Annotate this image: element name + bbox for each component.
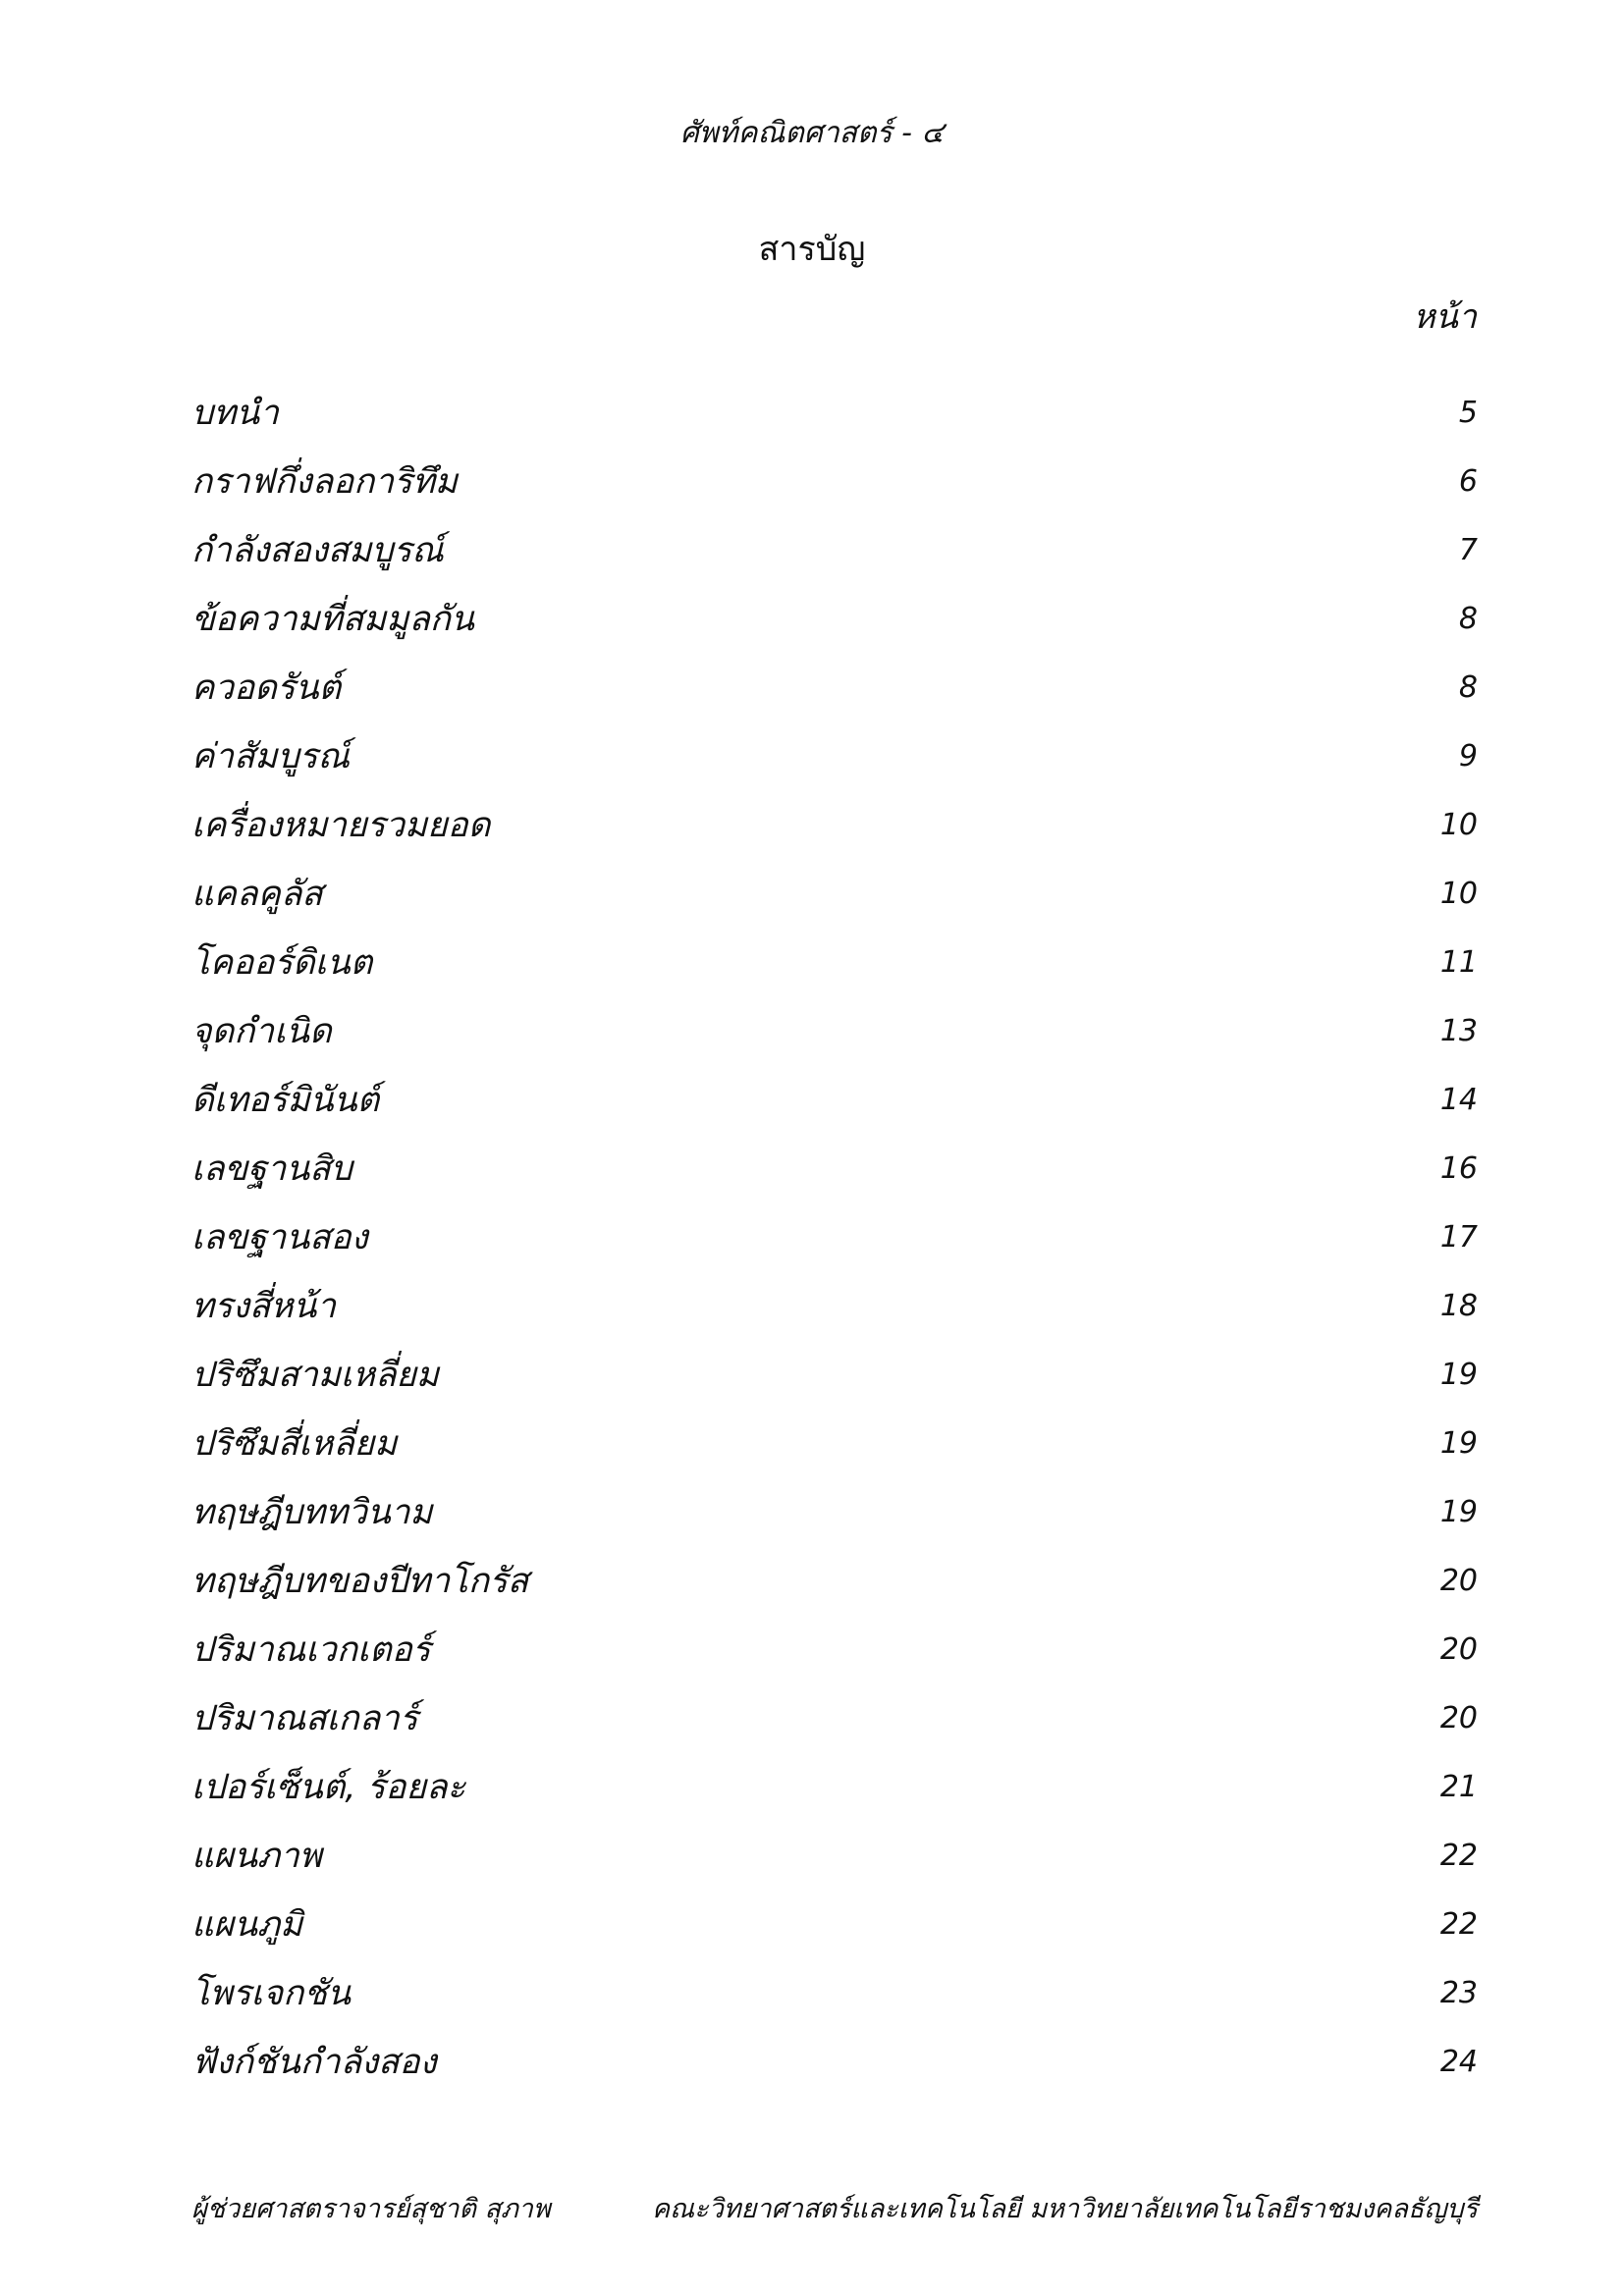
toc-entry-label: ปริมาณเวกเตอร์ — [191, 1629, 431, 1670]
toc-entry-page: 23 — [1439, 1975, 1478, 2010]
toc-entry — [191, 1340, 1478, 1409]
toc-entry-page: 8 — [1458, 669, 1478, 705]
toc-entry-label: ทฤษฎีบทของปีทาโกรัส — [191, 1561, 529, 1601]
toc-entry-label: ปริซึมสี่เหลี่ยม — [191, 1423, 398, 1464]
toc-entry — [191, 996, 1478, 1065]
page-footer — [191, 2187, 1478, 2229]
toc-entry — [191, 1683, 1478, 1752]
toc-entry-page: 11 — [1439, 944, 1478, 980]
toc-entry — [191, 1202, 1478, 1271]
toc-entry — [191, 515, 1478, 584]
toc-entry-label: ค่าสัมบูรณ์ — [191, 736, 350, 776]
toc-entry — [191, 653, 1478, 721]
toc-entry — [191, 1752, 1478, 1821]
toc-entry-label: จุดกำเนิด — [191, 1011, 332, 1051]
toc-entry — [191, 859, 1478, 928]
toc-entry-label: เครื่องหมายรวมยอด — [191, 805, 491, 845]
toc-entry-label: แผนภูมิ — [191, 1904, 303, 1945]
toc-entry-page: 19 — [1439, 1357, 1478, 1392]
toc-entry-label: ปริมาณสเกลาร์ — [191, 1698, 418, 1738]
toc-entry-label: ทรงสี่หน้า — [191, 1286, 336, 1326]
toc-entry-page: 17 — [1439, 1219, 1478, 1255]
toc-entry-page: 20 — [1439, 1700, 1478, 1735]
toc-entry — [191, 1271, 1478, 1340]
toc-entry-page: 13 — [1439, 1013, 1478, 1048]
table-of-contents — [191, 378, 1478, 2096]
toc-entry — [191, 584, 1478, 653]
footer-affiliation: คณะวิทยาศาสตร์และเทคโนโลยี มหาวิทยาลัยเทคโนโลยีราชมงคลธัญบุรี — [652, 2194, 1478, 2224]
toc-entry — [191, 447, 1478, 515]
toc-entry — [191, 1409, 1478, 1477]
toc-entry-label: โคออร์ดิเนต — [191, 942, 373, 983]
toc-entry — [191, 721, 1478, 790]
toc-entry-page: 24 — [1439, 2044, 1478, 2079]
footer-author: ผู้ช่วยศาสตราจารย์สุชาติ สุภาพ — [191, 2194, 551, 2224]
toc-entry-label: บทนำ — [191, 393, 279, 433]
toc-entry-label: เลขฐานสิบ — [191, 1148, 352, 1189]
toc-entry-page: 16 — [1439, 1150, 1478, 1186]
toc-entry-label: ทฤษฎีบททวินาม — [191, 1492, 433, 1532]
toc-entry-label: ดีเทอร์มินันต์ — [191, 1080, 380, 1120]
toc-entry-label: กราฟกึ่งลอการิทึม — [191, 461, 458, 502]
toc-entry — [191, 1065, 1478, 1134]
toc-entry-page: 10 — [1439, 807, 1478, 842]
toc-entry-page: 8 — [1458, 601, 1478, 636]
toc-entry-page: 22 — [1439, 1906, 1478, 1942]
toc-entry — [191, 378, 1478, 447]
toc-entry-label: แผนภาพ — [191, 1836, 322, 1876]
running-header: ศัพท์คณิตศาสตร์ - ๔ — [679, 116, 945, 150]
toc-entry-page: 22 — [1439, 1838, 1478, 1873]
toc-entry-label: เลขฐานสอง — [191, 1217, 368, 1257]
toc-entry — [191, 790, 1478, 859]
toc-entry-label: โพรเจกชัน — [191, 1973, 352, 2013]
toc-entry-page: 20 — [1439, 1563, 1478, 1598]
toc-entry — [191, 1821, 1478, 1890]
toc-entry-label: กำลังสองสมบูรณ์ — [191, 530, 444, 570]
toc-entry-page: 19 — [1439, 1494, 1478, 1529]
toc-entry-page: 18 — [1439, 1288, 1478, 1323]
toc-title: สารบัญ — [758, 230, 866, 269]
page-column-label: หน้า — [1413, 297, 1477, 337]
toc-entry-label: เปอร์เซ็นต์, ร้อยละ — [191, 1767, 466, 1807]
toc-entry-label: ฟังก์ชันกำลังสอง — [191, 2042, 437, 2082]
toc-entry — [191, 928, 1478, 996]
toc-entry-page: 19 — [1439, 1425, 1478, 1461]
toc-entry-page: 10 — [1439, 876, 1478, 911]
toc-entry-label: ควอดรันต์ — [191, 667, 342, 708]
toc-entry-label: ปริซึมสามเหลี่ยม — [191, 1355, 439, 1395]
toc-entry-page: 5 — [1458, 395, 1478, 430]
toc-entry-page: 9 — [1458, 738, 1478, 774]
toc-entry — [191, 1615, 1478, 1683]
toc-entry-page: 20 — [1439, 1631, 1478, 1667]
toc-entry — [191, 1890, 1478, 1958]
toc-entry — [191, 1546, 1478, 1615]
toc-entry — [191, 2027, 1478, 2096]
toc-entry-page: 6 — [1458, 463, 1478, 499]
toc-entry-page: 7 — [1458, 532, 1478, 567]
toc-entry — [191, 1958, 1478, 2027]
toc-entry — [191, 1134, 1478, 1202]
toc-entry-page: 21 — [1439, 1769, 1478, 1804]
toc-entry-label: ข้อความที่สมมูลกัน — [191, 599, 474, 639]
toc-entry-page: 14 — [1439, 1082, 1478, 1117]
toc-entry — [191, 1477, 1478, 1546]
toc-entry-label: แคลคูลัส — [191, 874, 323, 914]
